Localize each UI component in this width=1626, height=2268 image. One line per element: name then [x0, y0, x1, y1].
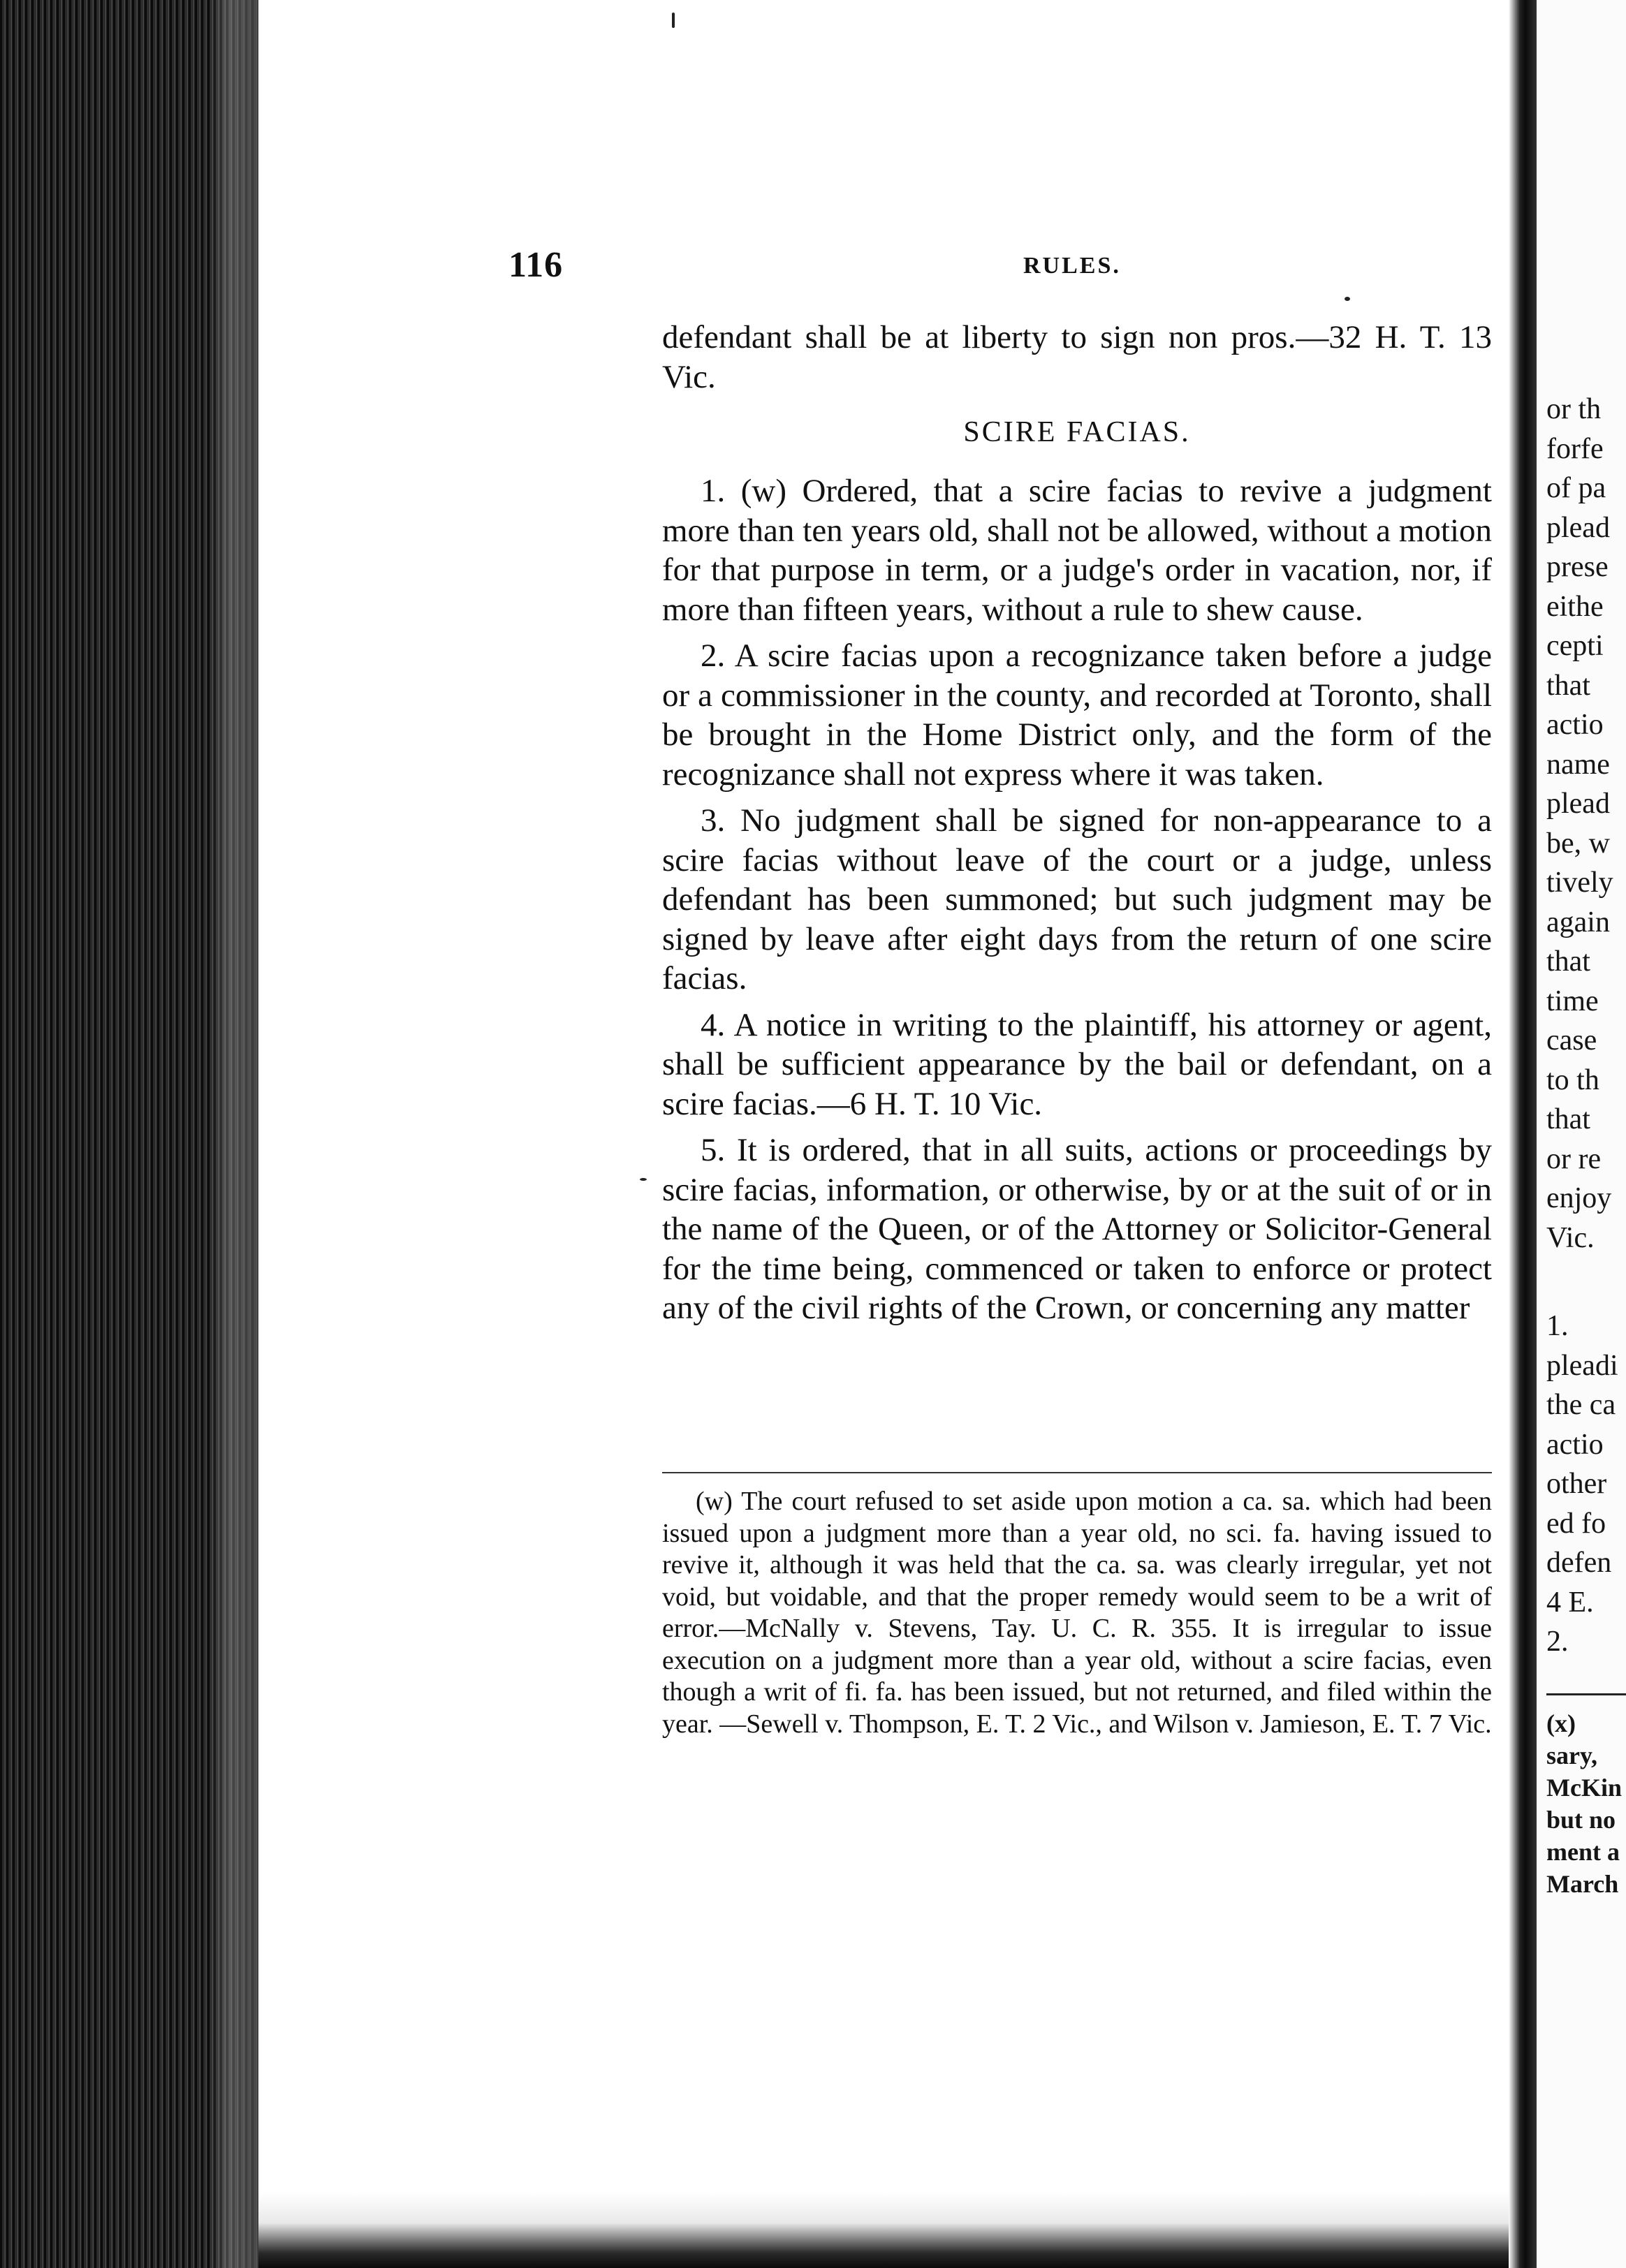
- paragraph-3: 3. No judgment shall be signed for non-appearance to a scire facias without leave of the court or a judge, unless defendant has been summoned; but such judgment may be signed by leave after eight days from the return of one scire facias.: [662, 802, 1492, 996]
- facing-line: prese: [1546, 551, 1609, 583]
- section-body: [662, 471, 1492, 1328]
- paragraph-1: 1. (w) Ordered, that a scire facias to revive a judgment more than ten years old, shall not be allowed, without a motion for that purpose in term, or a judge's order in vacation, nor, if more than fifteen years, without a rule to shew cause.: [662, 473, 1492, 628]
- facing-line: enjoy: [1546, 1182, 1612, 1214]
- facing-line: or th: [1546, 393, 1602, 425]
- facing-lower-line: 1.: [1546, 1310, 1569, 1342]
- book-edge-highlight: [210, 0, 258, 2268]
- facing-lower-line: 2.: [1546, 1626, 1569, 1658]
- facing-footnote-line: ment a: [1546, 1838, 1620, 1866]
- facing-footnote-divider: [1546, 1693, 1626, 1695]
- facing-lower-line: defen: [1546, 1547, 1612, 1579]
- facing-line: forfe: [1546, 432, 1604, 465]
- facing-line: cepti: [1546, 630, 1604, 662]
- print-speck: [672, 13, 675, 28]
- footnote-divider: [662, 1472, 1492, 1473]
- facing-lower-line: 4 E.: [1546, 1586, 1594, 1619]
- facing-lower-line: the ca: [1546, 1389, 1616, 1421]
- page-gutter: [1509, 0, 1537, 2268]
- facing-line: that: [1546, 945, 1590, 978]
- facing-footnote-line: sary,: [1546, 1742, 1598, 1769]
- facing-page-fragment: [1537, 0, 1626, 2268]
- paragraph-2: 2. A scire facias upon a recognizance taken before a judge or a commissioner in the county, and recorded at Toronto, shall be brought in the Home District only, and the form of the recognizance shall not express where it was taken.: [662, 638, 1492, 793]
- facing-line: eithe: [1546, 590, 1604, 623]
- facing-line: case: [1546, 1024, 1597, 1056]
- facing-line: that: [1546, 669, 1590, 702]
- print-speck: [640, 1178, 647, 1181]
- facing-line: again: [1546, 906, 1610, 938]
- facing-line: tively: [1546, 867, 1613, 899]
- page-bottom-shadow: [258, 2193, 1509, 2268]
- facing-line: plead: [1546, 788, 1610, 820]
- footnote: [662, 1486, 1492, 1740]
- facing-line: that: [1546, 1103, 1590, 1135]
- facing-footnote-line: March: [1546, 1870, 1619, 1898]
- facing-line: plead: [1546, 511, 1610, 544]
- facing-line: actio: [1546, 709, 1604, 741]
- paragraph-5: 5. It is ordered, that in all suits, actions or proceedings by scire facias, information, or otherwise, by or at the suit of or in the name of the Queen, or of the Attorney or Solicitor-General for the time being, commenced or taken to enforce or protect any of the civil rights of the Crown, or concerning any matter: [662, 1132, 1492, 1326]
- facing-line: Vic.: [1546, 1221, 1595, 1254]
- facing-lower-line: actio: [1546, 1428, 1604, 1461]
- facing-lower-line: pleadi: [1546, 1349, 1618, 1382]
- continuation-paragraph: defendant shall be at liberty to sign non pros.—32 H. T. 13 Vic.: [662, 319, 1492, 395]
- facing-line: of pa: [1546, 472, 1606, 504]
- facing-line: or re: [1546, 1142, 1602, 1175]
- facing-lower-line: other: [1546, 1468, 1607, 1500]
- facing-line: to th: [1546, 1063, 1599, 1096]
- facing-lower-line: ed fo: [1546, 1507, 1606, 1540]
- section-title: SCIRE FACIAS.: [963, 416, 1191, 448]
- facing-footnote-line: (x): [1546, 1709, 1576, 1737]
- facing-line: name: [1546, 748, 1610, 781]
- facing-footnote-line: McKin: [1546, 1774, 1622, 1802]
- facing-footnote-line: but no: [1546, 1806, 1616, 1834]
- footnote-w: (w) The court refused to set aside upon motion a ca. sa. which had been issued upon a judgment more than a year old, no sci. fa. having issued to revive it, although it was held that the ca. sa. was clearly irregular, yet not void, but voidable, and that the proper remedy would seem to be a writ of error.—McNally v. Stevens, Tay. U. C. R. 355. It is irregular to issue execution on a judgment more than a year old, without a scire facias, even though a writ of fi. fa. has been issued, but not returned, and filed within the year. —Sewell v. Thompson, E. T. 2 Vic., and Wilson v. Jamieson, E. T. 7 Vic.: [662, 1487, 1492, 1739]
- facing-line: time: [1546, 985, 1599, 1017]
- continuation-text: [662, 318, 1492, 397]
- page-number: 116: [508, 245, 564, 285]
- paragraph-4: 4. A notice in writing to the plaintiff, his attorney or agent, shall be sufficient appearance by the bail or defendant, on a scire facias.—6 H. T. 10 Vic.: [662, 1006, 1492, 1122]
- facing-line: be, w: [1546, 827, 1610, 860]
- print-speck: [1345, 297, 1350, 301]
- running-title: RULES.: [1023, 253, 1121, 279]
